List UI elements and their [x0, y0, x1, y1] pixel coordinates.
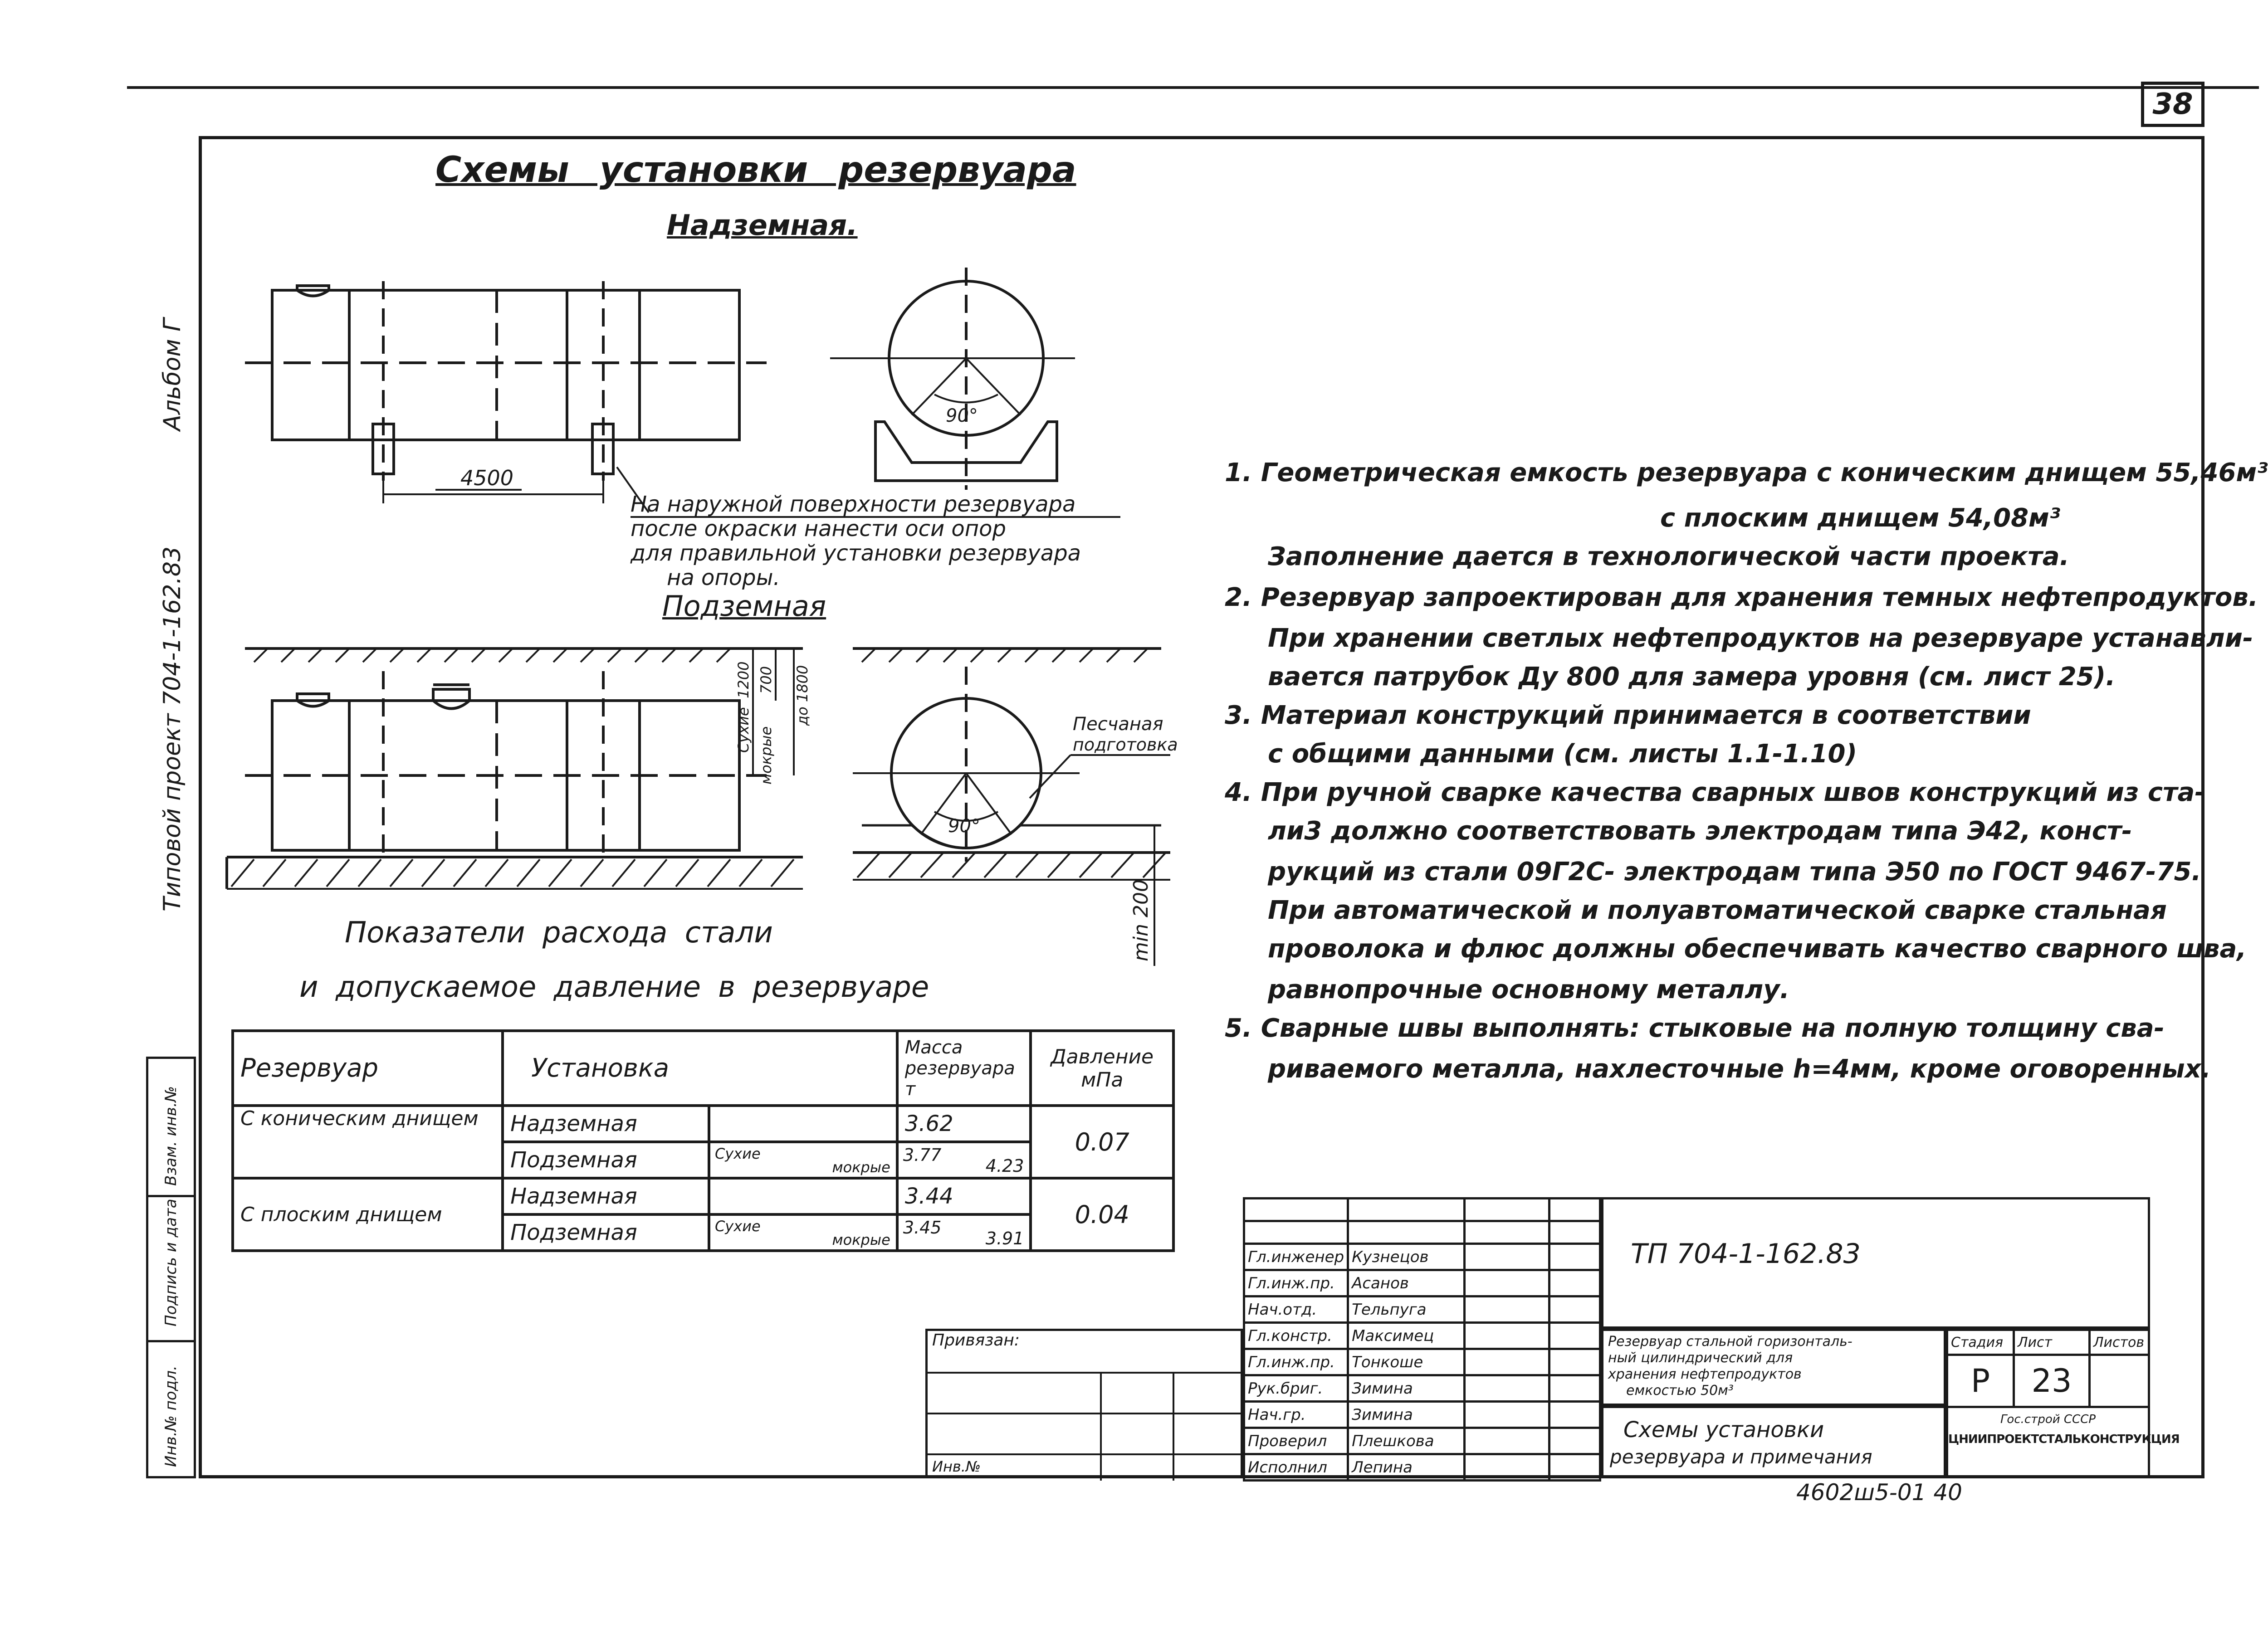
row1-pressure: 0.07	[1031, 1106, 1173, 1178]
name-6: Зимина	[1348, 1402, 1465, 1428]
note-5a: 5. Сварные швы выполнять: стыковые на полную толщину сва-	[1225, 1014, 2165, 1043]
row2-mass-above: 3.44	[897, 1178, 1031, 1214]
name-2: Тельпуга	[1348, 1297, 1465, 1323]
note-4d: При автоматической и полуавтоматической сварке стальная	[1268, 896, 2167, 925]
note-3b: с общими данными (см. листы 1.1-1.10)	[1268, 739, 1857, 769]
row2-dry: Сухие	[715, 1218, 761, 1235]
archive-number: 4602ш5-01 40	[1796, 1479, 1962, 1506]
project-label: Типовой проект 704-1-162.83	[159, 546, 186, 911]
note-2c: вается патрубок Ду 800 для замера уровня (см. лист 25).	[1268, 662, 2116, 692]
callout-note	[631, 492, 1129, 590]
stage-table	[1946, 1329, 2150, 1408]
row1-mass-dry: 3.77	[903, 1145, 942, 1165]
header-reservoir: Резервуар	[233, 1031, 503, 1106]
steel-title-1: Показатели расхода стали	[345, 916, 773, 950]
row1-mass-above: 3.62	[897, 1106, 1031, 1142]
soil-wet: мокрые	[758, 726, 775, 785]
ministry-label: Гос.строй СССР	[2000, 1413, 2096, 1426]
row1-reservoir: С коническим днищем	[233, 1106, 503, 1178]
stage-label: Стадия	[1947, 1330, 2014, 1355]
sand-leader	[1030, 755, 1070, 798]
role-5: Рук.бриг.	[1244, 1375, 1348, 1402]
desc-line-4: емкостью 50м³	[1626, 1383, 1734, 1399]
dim-1200: 1200	[735, 661, 752, 698]
note-1b: с плоским днищем 54,08м³	[1660, 503, 2061, 533]
sand-label-1: Песчаная	[1073, 714, 1163, 735]
base-hatch-left	[231, 859, 794, 887]
underground-label: Подземная	[662, 590, 826, 623]
row2-above: Надземная	[503, 1178, 709, 1214]
header-installation: Установка	[503, 1031, 897, 1106]
signature-table	[1243, 1197, 1601, 1482]
name-3: Максимец	[1348, 1323, 1465, 1349]
role-2: Нач.отд.	[1244, 1297, 1348, 1323]
dim-700: 700	[758, 666, 775, 694]
project-code: ТП 704-1-162.83	[1631, 1238, 1861, 1270]
note-2b: При хранении светлых нефтепродуктов на резервуаре устанавли-	[1268, 624, 2253, 653]
stage-value: Р	[1947, 1355, 2014, 1407]
note-4c: рукций из стали 09Г2С- электродам типа Э50 по ГОСТ 9467-75.	[1268, 857, 2201, 887]
name-4: Тонкоше	[1348, 1349, 1465, 1375]
org-box	[1946, 1406, 2180, 1478]
soil-dry: Сухие	[735, 707, 752, 753]
side-cell-sign: Подпись и дата	[162, 1199, 180, 1326]
row2-wet: мокрые	[832, 1231, 890, 1248]
role-3: Гл.констр.	[1244, 1323, 1348, 1349]
org-name: ЦНИИПРОЕКТСТАЛЬКОНСТРУКЦИЯ	[1948, 1433, 2180, 1446]
note-4f: равнопрочные основному металлу.	[1268, 975, 1789, 1004]
header-pressure: Давление мПа	[1031, 1031, 1173, 1106]
note-1c: Заполнение дается в технологической части проекта.	[1268, 542, 2069, 571]
inv-label: Инв.№	[932, 1458, 981, 1475]
sand-bed	[862, 825, 1161, 848]
callout-line-1: На наружной поверхности резервуара	[631, 492, 1076, 517]
role-7: Проверил	[1244, 1428, 1348, 1454]
dim-4500: 4500	[460, 466, 514, 490]
name-8: Лепина	[1348, 1454, 1465, 1481]
callout-line-2: после окраски нанести оси опор	[631, 516, 1006, 541]
sheet-title-1: Схемы установки	[1623, 1417, 1824, 1443]
sheets-label: Листов	[2090, 1330, 2149, 1355]
sheet-value: 23	[2014, 1355, 2090, 1407]
side-cell-inv: Инв.№ подл.	[162, 1365, 180, 1467]
name-5: Зимина	[1348, 1375, 1465, 1402]
drawing-title: Схемы установки резервуара	[435, 150, 1076, 190]
angle-above: 90°	[946, 405, 978, 426]
note-4b: ли3 должно соответствовать электродам типа Э42, конст-	[1268, 816, 2132, 846]
above-ground-label: Надземная.	[667, 209, 858, 242]
name-7: Плешкова	[1348, 1428, 1465, 1454]
row2-reservoir: С плоским днищем	[233, 1178, 503, 1251]
min200: min 200	[1129, 879, 1153, 961]
row1-wet: мокрые	[832, 1159, 890, 1176]
code-box	[1601, 1197, 2150, 1329]
ground-hatch-top	[254, 648, 730, 662]
side-cell-replace: Взам. инв.№	[162, 1086, 180, 1186]
role-6: Нач.гр.	[1244, 1402, 1348, 1428]
role-4: Гл.инж.пр.	[1244, 1349, 1348, 1375]
page-number: 38	[2152, 88, 2193, 121]
row1-mass-wet: 4.23	[985, 1156, 1024, 1176]
album-label: Альбом Г	[159, 318, 186, 431]
desc-line-2: ный цилиндрический для	[1608, 1350, 1793, 1366]
row2-pressure: 0.04	[1031, 1178, 1173, 1251]
ground-hatch-right	[862, 648, 1148, 662]
note-3a: 3. Материал конструкций принимается в соответствии	[1225, 701, 2031, 730]
callout-line-4: на опоры.	[667, 565, 780, 590]
desc-line-1: Резервуар стальной горизонталь-	[1608, 1334, 1853, 1350]
callout-line-3: для правильной установки резервуара	[631, 541, 1081, 566]
sheet-title-2: резервуара и примечания	[1610, 1446, 1872, 1468]
sand-label-2: подготовка	[1073, 735, 1178, 755]
dim-1800: до 1800	[794, 665, 811, 726]
role-1: Гл.инж.пр.	[1244, 1270, 1348, 1297]
steel-title-2: и допускаемое давление в резервуаре	[299, 970, 929, 1004]
sheet-label: Лист	[2014, 1330, 2090, 1355]
role-0: Гл.инженер	[1244, 1244, 1348, 1270]
row1-above: Надземная	[503, 1106, 709, 1142]
checked-label: Привязан:	[932, 1331, 1020, 1350]
row1-under: Подземная	[503, 1142, 709, 1178]
name-0: Кузнецов	[1348, 1244, 1465, 1270]
row2-under: Подземная	[503, 1214, 709, 1251]
base-hatch-right	[857, 853, 1166, 877]
description-box	[1601, 1329, 1946, 1406]
role-8: Исполнил	[1244, 1454, 1348, 1481]
above-tank-body	[272, 290, 739, 440]
header-mass: Масса резервуара т	[897, 1031, 1031, 1106]
sheet-title-box	[1601, 1406, 1946, 1478]
note-1a: 1. Геометрическая емкость резервуара с коническим днищем 55,46м³	[1225, 458, 2268, 487]
note-4a: 4. При ручной сварке качества сварных швов конструкций из ста-	[1225, 778, 2205, 807]
row2-mass-dry: 3.45	[903, 1218, 942, 1238]
desc-line-3: хранения нефтепродуктов	[1608, 1366, 1802, 1382]
title-block	[925, 1197, 2180, 1478]
approval-area	[925, 1329, 1243, 1478]
row2-mass-wet: 3.91	[985, 1228, 1024, 1248]
angle-under: 90°	[948, 816, 980, 837]
name-1: Асанов	[1348, 1270, 1465, 1297]
under-manhole	[433, 689, 469, 709]
note-5b: риваемого металла, нахлесточные h=4мм, кроме оговоренных.	[1268, 1054, 2211, 1084]
row1-dry: Сухие	[715, 1145, 761, 1162]
note-2a: 2. Резервуар запроектирован для хранения темных нефтепродуктов.	[1225, 583, 2258, 612]
note-4e: проволока и флюс должны обеспечивать качество сварного шва,	[1268, 934, 2247, 964]
